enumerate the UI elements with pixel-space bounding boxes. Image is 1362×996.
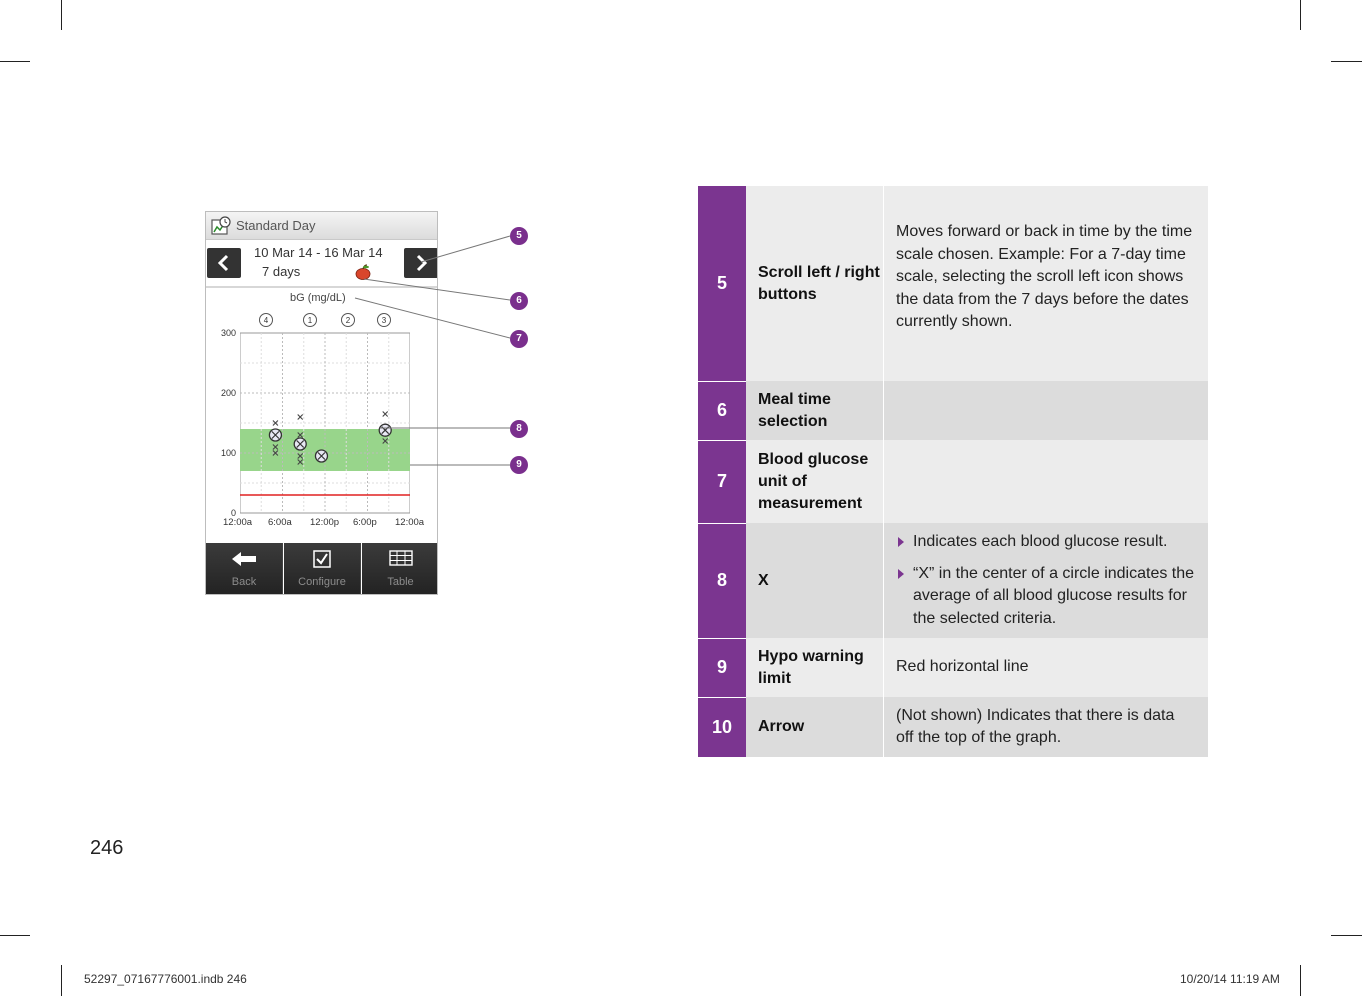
bullet-item: “X” in the center of a circle indicates the average of all blood glucose results for the selected criteria.	[896, 563, 1196, 631]
row-description	[884, 186, 1209, 381]
row-description	[884, 440, 1209, 523]
row-name: X	[746, 523, 884, 638]
row-number: 8	[698, 523, 746, 638]
row-description	[884, 381, 1209, 440]
meal-marker[interactable]: 3	[377, 313, 391, 327]
table-label: Table	[387, 576, 414, 588]
page-number: 246	[90, 837, 124, 859]
table-row	[698, 186, 1208, 381]
meal-marker[interactable]: 2	[341, 313, 355, 327]
y-tick-label: 0	[230, 508, 236, 518]
row-description-text: Moves forward or back in time by the time scale chosen. Example: For a 7-day time scale, selecting the scroll left icon shows the data from the 7 days before the dates currently shown.	[896, 223, 1193, 331]
x-tick-label: 12:00a	[223, 517, 253, 528]
y-tick-label: 200	[220, 388, 236, 398]
meal-marker[interactable]: 1	[303, 313, 317, 327]
row-name: Arrow	[746, 697, 884, 757]
x-tick-label: 6:00p	[353, 517, 377, 528]
row-name: Hypo warning limit	[746, 638, 884, 697]
row-name: Blood glucose unit of measurement	[746, 440, 884, 523]
slug-file: 52297_07167776001.indb 246	[84, 972, 247, 986]
x-tick-label: 6:00a	[268, 517, 292, 528]
callout-6: 6	[510, 292, 528, 310]
table-row	[698, 381, 1208, 440]
row-description: (Not shown) Indicates that there is data off the top of the graph.	[884, 697, 1209, 757]
table-row	[698, 697, 1208, 757]
unit-label: bG (mg/dL)	[290, 292, 346, 304]
table-row	[698, 440, 1208, 523]
row-description	[884, 523, 1209, 638]
date-range: 10 Mar 14 - 16 Mar 14	[254, 245, 383, 260]
row-number: 5	[698, 186, 746, 381]
row-name: Scroll left / right buttons	[746, 186, 884, 381]
x-tick-label: 12:00p	[310, 517, 340, 528]
bullet-item: Indicates each blood glucose result.	[896, 531, 1196, 554]
period-label: 7 days	[262, 264, 301, 279]
slug-date: 10/20/14 11:19 AM	[1180, 972, 1280, 986]
y-tick-label: 100	[220, 448, 236, 458]
row-number: 6	[698, 381, 746, 440]
back-label: Back	[231, 576, 257, 588]
callout-5: 5	[510, 227, 528, 245]
meal-marker[interactable]: 4	[259, 313, 273, 327]
row-number: 9	[698, 638, 746, 697]
table-row	[698, 523, 1208, 638]
device-title: Standard Day	[236, 218, 316, 233]
configure-label: Configure	[298, 576, 346, 588]
row-number: 10	[698, 697, 746, 757]
row-name: Meal time selection	[746, 381, 884, 440]
table-row	[698, 638, 1208, 697]
y-tick-label: 300	[220, 328, 236, 338]
legend-table	[698, 186, 1208, 758]
callout-9: 9	[510, 456, 528, 474]
row-description: Red horizontal line	[884, 638, 1209, 697]
x-tick-label: 12:00a	[395, 517, 425, 528]
row-number: 7	[698, 440, 746, 523]
callout-7: 7	[510, 330, 528, 348]
callout-8: 8	[510, 420, 528, 438]
